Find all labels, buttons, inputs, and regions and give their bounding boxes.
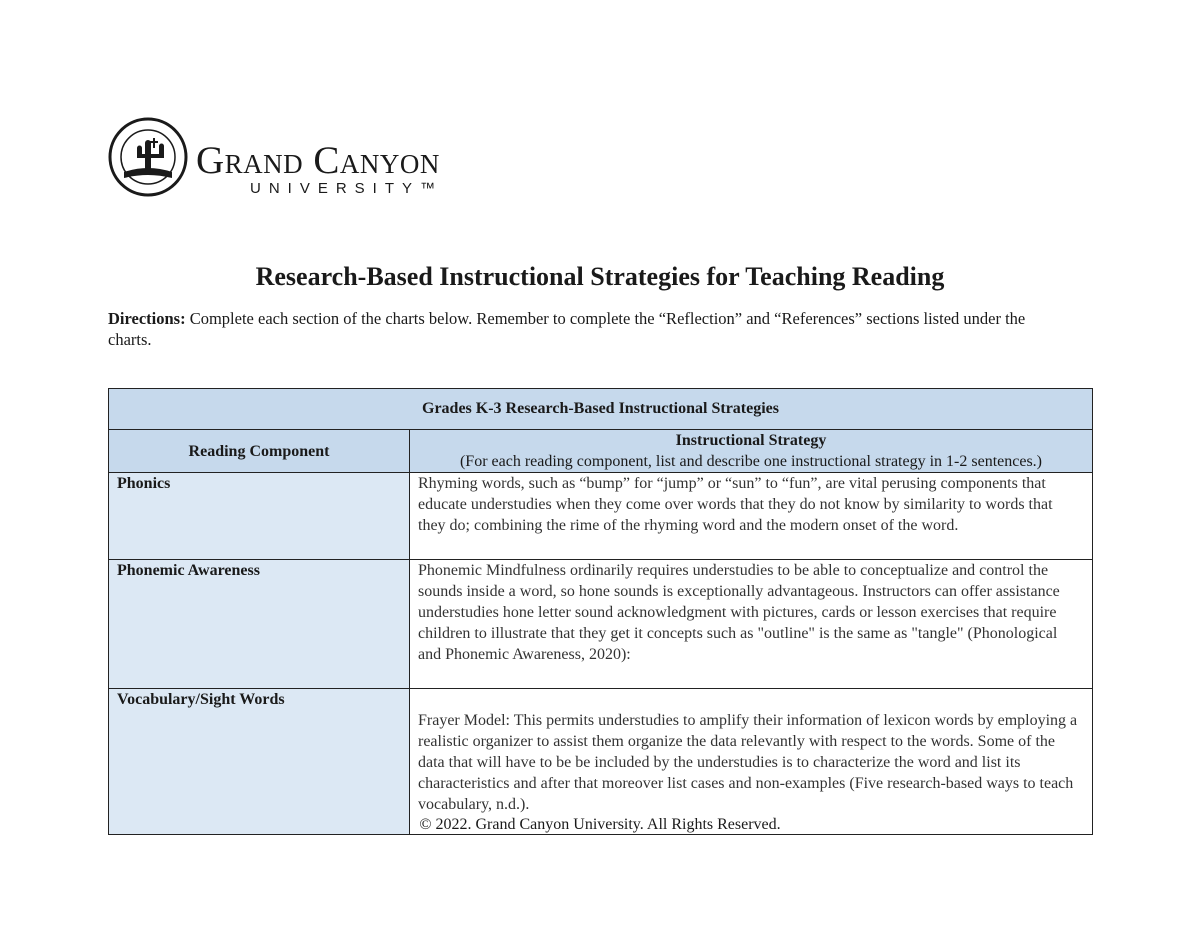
column-header-strategy [410,430,1093,473]
component-cell: Vocabulary/Sight Words [109,689,410,835]
strategy-cell[interactable]: Phonemic Mindfulness ordinarily requires understudies to be able to conceptualize and control the sounds inside a word, so hone sounds is exceptionally advantageous. Instructors can offer assistance understudies hone letter sound acknowledgment with pictures, cards or lesson exercises that require children to illustrate that they get it concepts such as "outline" is the same as "tangle" (Phonological and Phonemic Awareness, 2020): [410,560,1093,689]
copyright-footer: © 2022. Grand Canyon University. All Rights Reserved. [419,816,781,833]
university-logo [108,114,488,204]
directions [108,308,1068,350]
table-row [109,560,1093,689]
column-header-component: Reading Component [109,430,410,473]
directions-text: Complete each section of the charts below. Remember to complete the “Reflection” and “References” sections listed under the charts. [108,309,1026,349]
table-row [109,473,1093,560]
strategies-table [108,388,1093,835]
table-row [109,689,1093,835]
table-caption: Grades K-3 Research-Based Instructional Strategies [109,389,1093,430]
logo-wordmark: Grand Canyon [196,139,440,182]
logo-subtitle: UNIVERSITY™ [250,180,444,197]
component-cell: Phonemic Awareness [109,560,410,689]
gcu-seal-icon [108,114,190,200]
strategy-header-title: Instructional Strategy [675,432,827,449]
strategy-cell[interactable]: Rhyming words, such as “bump” for “jump” or “sun” to “fun”, are vital perusing components that educate understudies when they come over words that they do not know by similarity to words that they do; combining the rime of the rhyming word and the modern onset of the word. [410,473,1093,560]
page-title: Research-Based Instructional Strategies for Teaching Reading [255,262,945,291]
directions-label: Directions: [108,309,186,328]
strategy-header-subtitle: (For each reading component, list and describe one instructional strategy in 1-2 sentences.) [459,453,1043,470]
component-cell: Phonics [109,473,410,560]
strategy-cell[interactable]: Frayer Model: This permits understudies to amplify their information of lexicon words by employing a realistic organizer to assist them organize the data relevantly with respect to the words. Some of the data that will have to be be included by the understudies is to characterize the word and list its characteristics and after that moreover list cases and non-examples (Five research-based ways to teach vocabulary, n.d.). [410,689,1093,835]
